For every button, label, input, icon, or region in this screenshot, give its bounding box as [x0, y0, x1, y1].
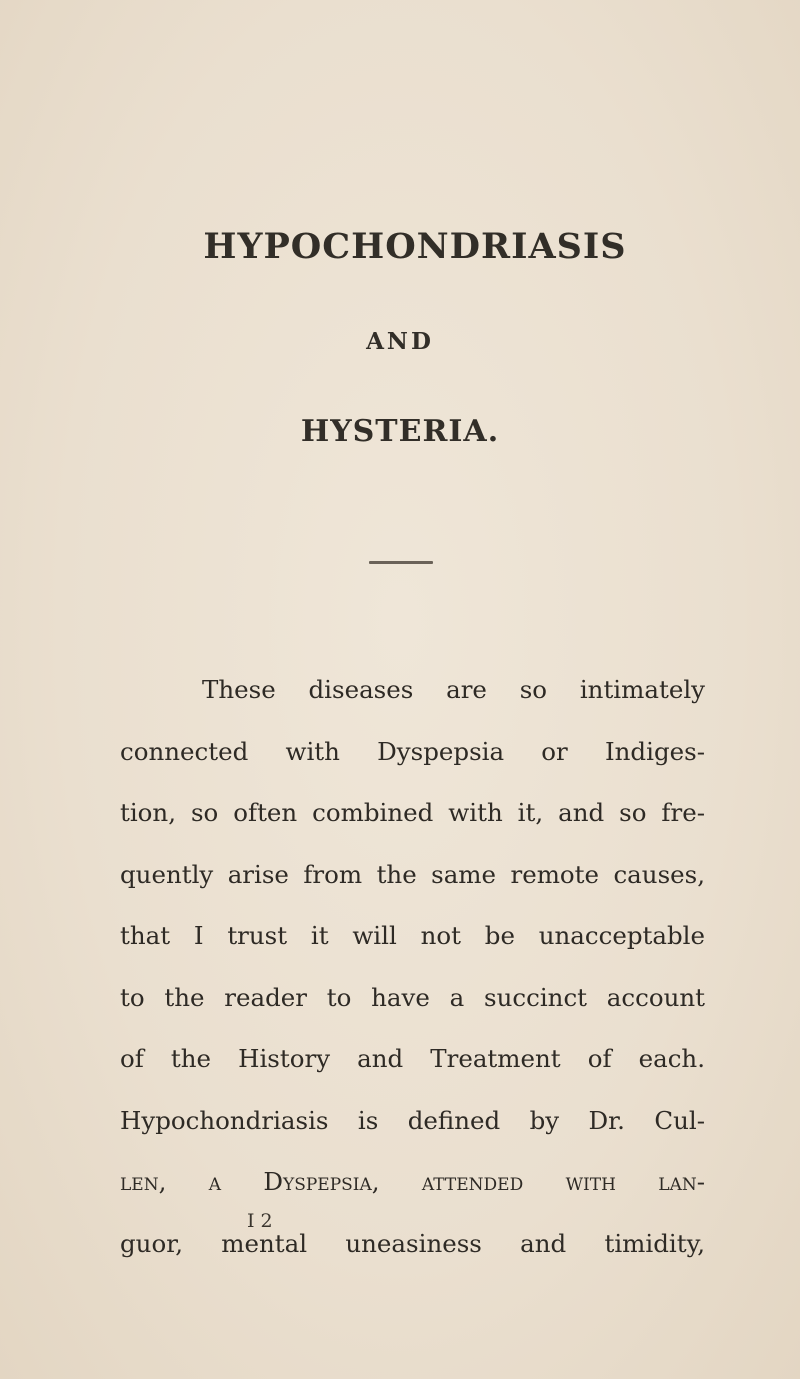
body-line: tion, so often combined with it, and so fre-	[120, 798, 705, 827]
body-line: Hypochondriasis is defined by Dr. Cul-	[120, 1105, 705, 1135]
body-line: connected with Dyspepsia or Indiges-	[120, 736, 705, 766]
signature-mark: I 2	[247, 1210, 273, 1232]
body-line: of the History and Treatment of each.	[120, 1044, 705, 1073]
body-paragraph	[120, 659, 705, 1274]
section-divider	[369, 561, 433, 564]
body-line: that I trust it will not be unacceptable	[120, 921, 705, 950]
page-subtitle: HYSTERIA.	[300, 414, 500, 449]
body-line: These diseases are so intimately	[202, 675, 705, 704]
body-line: guor, mental uneasiness and timidity,	[120, 1228, 705, 1258]
title-conjunction: AND	[366, 328, 434, 355]
body-line: len, a Dyspepsia, attended with lan-	[120, 1167, 705, 1196]
body-line: quently arise from the same remote causes,	[120, 859, 705, 889]
body-line: to the reader to have a succinct account	[120, 982, 705, 1012]
page-title: HYPOCHONDRIASIS	[203, 226, 627, 267]
